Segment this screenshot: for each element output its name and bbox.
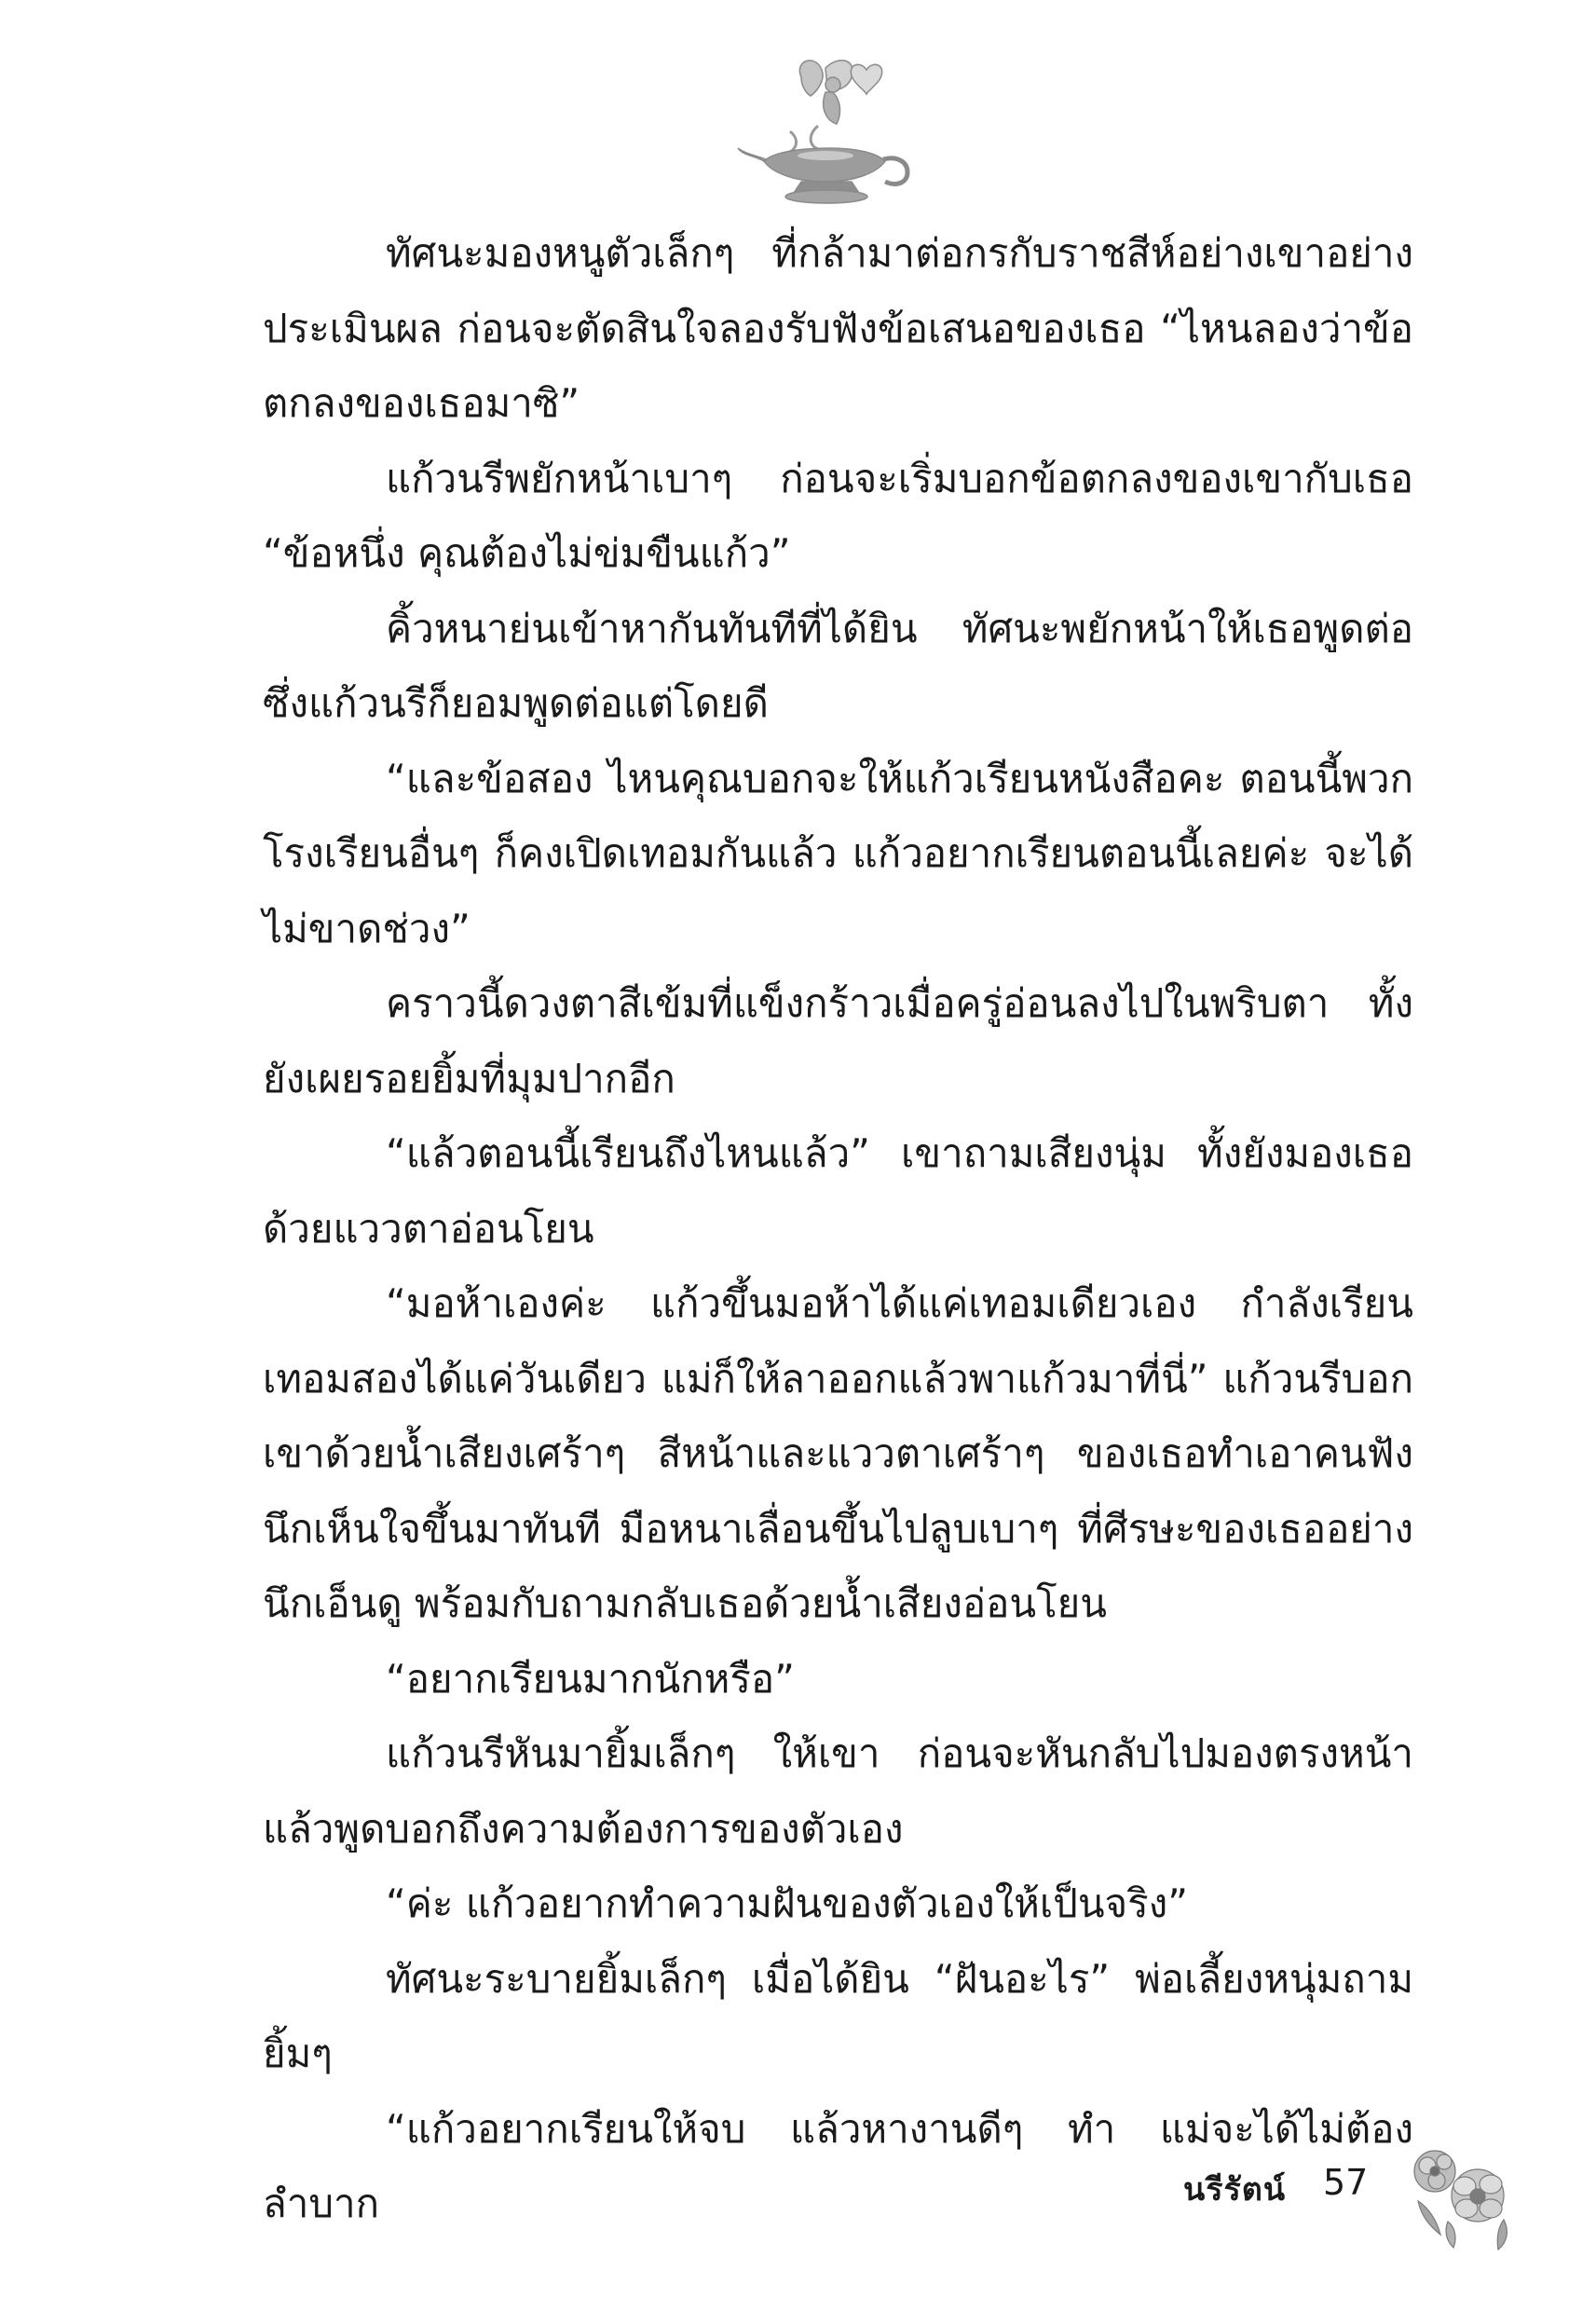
- paragraph: คราวนี้ดวงตาสีเข้มที่แข็งกร้าวเมื่อครู่อ่อนลงไปในพริบตา ทั้งยังเผยรอยยิ้มที่มุมปากอีก: [263, 980, 1413, 1101]
- page-footer: [1183, 2134, 1575, 2264]
- paragraph: “ค่ะ แก้วอยากทำความฝันของตัวเองให้เป็นจริง”: [386, 1880, 1188, 1926]
- lamp-cupid-ornament-icon: [736, 51, 922, 214]
- paragraph: คิ้วหนาย่นเข้าหากันทันทีที่ได้ยิน ทัศนะพยักหน้าให้เธอพูดต่อ ซึ่งแก้วนรีก็ยอมพูดต่อแต่โดยดี: [263, 605, 1413, 726]
- paragraph: “และข้อสอง ไหนคุณบอกจะให้แก้วเรียนหนังสือคะ ตอนนี้พวกโรงเรียนอื่นๆ ก็คงเปิดเทอมกันแล้ว แก้วอยากเรียนตอนนี้เลยค่ะ จะได้ไม่ขาดช่วง”: [263, 755, 1413, 951]
- chapter-body-text: [263, 216, 1413, 2242]
- paragraph: “มอห้าเองค่ะ แก้วขึ้นมอห้าได้แค่เทอมเดียวเอง กำลังเรียนเทอมสองได้แค่วันเดียว แม่ก็ให้ลาออกแล้วพาแก้วมาที่นี่” แก้วนรีบอกเขาด้วยน้ำเสียงเศร้าๆ สีหน้าและแววตาเศร้าๆ ของเธอทำเอาคนฟังนึกเห็นใจขึ้นมาทันที มือหนาเลื่อนขึ้นไปลูบเบาๆ ที่ศีรษะของเธออย่างนึกเอ็นดู พร้อมกับถามกลับเธอด้วยน้ำเสียงอ่อนโยน: [263, 1280, 1413, 1626]
- paragraph: แก้วนรีพยักหน้าเบาๆ ก่อนจะเริ่มบอกข้อตกลงของเขากับเธอ “ข้อหนึ่ง คุณต้องไม่ข่มขืนแก้ว”: [263, 455, 1413, 576]
- paragraph: ทัศนะระบายยิ้มเล็กๆ เมื่อได้ยิน “ฝันอะไร” พ่อเลี้ยงหนุ่มถามยิ้มๆ: [263, 1955, 1413, 2076]
- paragraph: ทัศนะมองหนูตัวเล็กๆ ที่กล้ามาต่อกรกับราชสีห์อย่างเขาอย่างประเมินผล ก่อนจะตัดสินใจลองรับฟังข้อเสนอของเธอ “ไหนลองว่าข้อตกลงของเธอมาซิ”: [263, 230, 1413, 426]
- paragraph: “อยากเรียนมากนักหรือ”: [386, 1655, 795, 1702]
- paragraph: “แล้วตอนนี้เรียนถึงไหนแล้ว” เขาถามเสียงนุ่ม ทั้งยังมองเธอด้วยแววตาอ่อนโยน: [263, 1130, 1413, 1251]
- page-number: 57: [1323, 2162, 1369, 2203]
- flower-ornament-icon: [1399, 2134, 1521, 2255]
- paragraph: แก้วนรีหันมายิ้มเล็กๆ ให้เขา ก่อนจะหันกลับไปมองตรงหน้าแล้วพูดบอกถึงความต้องการของตัวเอง: [263, 1730, 1413, 1852]
- running-head-author: นรีรัตน์: [1183, 2171, 1287, 2208]
- paragraph: “แก้วอยากเรียนให้จบ แล้วหางานดีๆ ทำ แม่จะได้ไม่ต้องลำบาก: [263, 2105, 1413, 2226]
